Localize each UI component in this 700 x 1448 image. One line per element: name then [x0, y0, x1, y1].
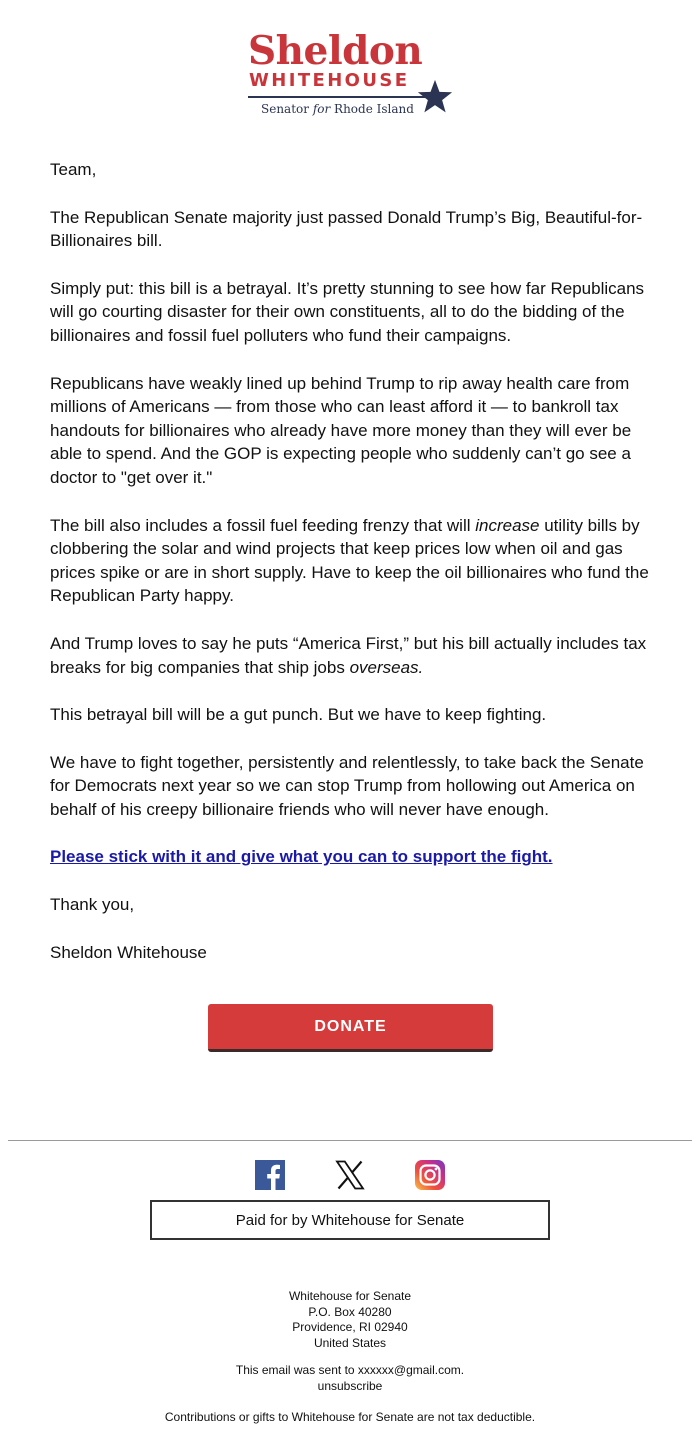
- greeting: Team,: [50, 160, 97, 179]
- logo-tagline-post: Rhode Island: [330, 102, 414, 116]
- paragraph-5-part-a: And Trump loves to say he puts “America First,” but his bill actually includes tax breaks for big companies that ship jobs: [50, 633, 647, 677]
- sent-suffix: .: [460, 1363, 465, 1377]
- logo-surname: WHITEHOUSE: [249, 70, 410, 91]
- paragraph-4-emphasis: increase: [475, 515, 540, 535]
- paragraph-4-part-b: utility bills by clobbering the solar and wind projects that keep prices low when oil and gas prices spike or are in short supply. Have to keep the oil billionaires who fund the Republican Party happy.: [50, 515, 649, 606]
- cta-paragraph: [50, 845, 655, 869]
- paragraph-1: The Republican Senate majority just passed Donald Trump’s Big, Beautiful-for-Billionaires bill.: [50, 207, 643, 251]
- logo-tagline: [261, 101, 414, 117]
- address-city: Providence, RI 02940: [292, 1320, 408, 1335]
- signoff: Thank you,: [50, 895, 135, 915]
- logo-tagline-for: for: [312, 102, 331, 116]
- unsubscribe-link[interactable]: unsubscribe: [317, 1378, 383, 1393]
- paragraph-2: Simply put: this bill is a betrayal. It’s pretty stunning to see how far Republicans will go courting disaster for their own constituents, all to do the bidding of the billionaires and fossil fuel polluters who fund their campaigns.: [50, 278, 645, 345]
- tax-disclaimer: Contributions or gifts to Whitehouse for Senate are not tax deductible.: [164, 1410, 536, 1424]
- facebook-icon[interactable]: [255, 1160, 285, 1190]
- paragraph-4: [50, 514, 655, 608]
- paragraph-5: [50, 632, 655, 679]
- sent-line: [0, 1363, 700, 1379]
- paragraph-7: We have to fight together, persistently and relentlessly, to take back the Senate for Democrats next year so we can stop Trump from hollowing out America on behalf of his creepy billionaire friends who will never have enough.: [50, 752, 644, 819]
- signature: Sheldon Whitehouse: [50, 942, 207, 962]
- paragraph-6: This betrayal bill will be a gut punch. But we have to keep fighting.: [50, 705, 547, 725]
- mailing-address: [0, 1289, 700, 1351]
- address-box: P.O. Box 40280: [308, 1304, 392, 1319]
- sent-email: xxxxxx@gmail.com: [357, 1363, 461, 1377]
- instagram-icon[interactable]: [415, 1160, 445, 1190]
- sent-prefix: This email was sent to: [235, 1363, 358, 1377]
- address-country: United States: [313, 1335, 387, 1350]
- logo-rule: [248, 96, 428, 98]
- donate-button[interactable]: DONATE: [208, 1004, 493, 1052]
- footer-divider: [8, 1140, 692, 1141]
- campaign-logo[interactable]: [0, 26, 700, 126]
- logo-name: Sheldon: [248, 28, 423, 74]
- support-fight-link[interactable]: Please stick with it and give what you can to support the fight.: [50, 847, 553, 867]
- logo-tagline-pre: Senator: [261, 102, 313, 116]
- paid-for-disclaimer: Paid for by Whitehouse for Senate: [150, 1200, 550, 1240]
- x-icon[interactable]: [335, 1160, 365, 1190]
- email-body: [50, 158, 655, 988]
- star-icon: [416, 78, 454, 116]
- sent-notice: [0, 1363, 700, 1394]
- address-org: Whitehouse for Senate: [288, 1289, 412, 1303]
- paragraph-5-emphasis: overseas.: [349, 657, 424, 677]
- paragraph-3: Republicans have weakly lined up behind Trump to rip away health care from millions of Americans — from those who can least afford it — to bankroll tax handouts for billionaires who already have more money than they will ever be able to spend. And the GOP is expecting people who suddenly can’t go see a doctor to "get over it.": [50, 373, 632, 487]
- paragraph-4-part-a: The bill also includes a fossil fuel feeding frenzy that will: [50, 515, 476, 535]
